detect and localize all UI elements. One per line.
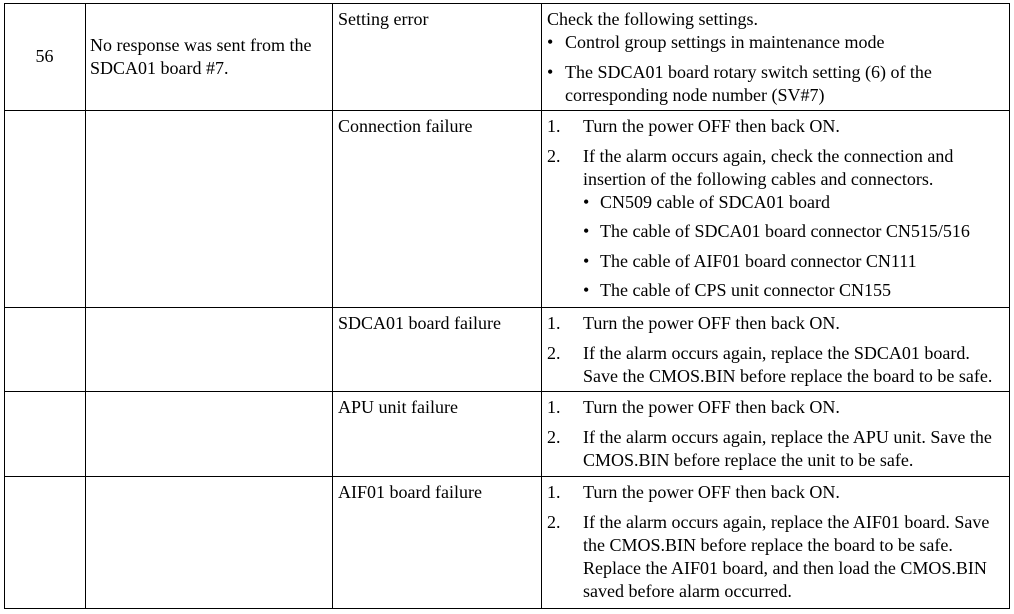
cable-bullet-text: The cable of CPS unit connector CN155 (600, 280, 891, 300)
remedy-step (547, 312, 1004, 335)
alarm-number: 56 (35, 46, 54, 66)
cause-cell (332, 110, 541, 307)
alarm-description-line: SDCA01 board #7. (90, 57, 229, 78)
step-text-line: If the alarm occurs again, check the connection and (583, 145, 954, 166)
remedy-step (547, 426, 1004, 472)
bullet-text-line: The SDCA01 board rotary switch setting (6) of the (565, 61, 932, 82)
step-text-line: Turn the power OFF then back ON. (583, 396, 840, 417)
alarm-description-line: No response was sent from the (90, 34, 312, 55)
alarm-description-cell (85, 3, 332, 110)
step-text-line: If the alarm occurs again, replace the SDCA01 board. (583, 342, 970, 363)
remedy-intro: Check the following settings. (547, 8, 758, 29)
bullet-item (547, 31, 1004, 54)
step-number: 2. (547, 511, 561, 532)
cause-cell (332, 476, 541, 608)
cable-bullet-item (583, 279, 1004, 302)
remedy-cell (541, 3, 1010, 110)
remedy-step (547, 396, 1004, 419)
remedy-cell (541, 110, 1010, 307)
step-text (583, 481, 1004, 504)
step-text (583, 115, 1004, 138)
cable-bullet-text: The cable of SDCA01 board connector CN515/516 (600, 221, 970, 241)
table-border-bottom (4, 608, 1010, 609)
step-text-line: CMOS.BIN before replace the unit to be safe. (583, 449, 914, 470)
step-text-line: insertion of the following cables and connectors. (583, 168, 934, 189)
cable-bullet-text: The cable of AIF01 board connector CN111 (600, 250, 917, 271)
bullet-marker: • (583, 191, 590, 212)
step-text-line: If the alarm occurs again, replace the AIF01 board. Save (583, 511, 990, 532)
step-text-line: Turn the power OFF then back ON. (583, 312, 840, 333)
step-number: 1. (547, 312, 561, 333)
step-number: 2. (547, 342, 561, 363)
step-number: 2. (547, 145, 561, 166)
remedy-step (547, 511, 1004, 603)
cause-cell (332, 3, 541, 110)
cause-cell (332, 391, 541, 476)
step-text-line: Save the CMOS.BIN before replace the board to be safe. (583, 365, 993, 386)
bullet-marker: • (583, 280, 590, 300)
alarm-number-cell (4, 3, 85, 110)
step-number: 1. (547, 396, 561, 417)
cause-text: SDCA01 board failure (338, 312, 501, 333)
cable-bullet-item (583, 191, 1004, 214)
cause-cell (332, 307, 541, 391)
step-text (583, 511, 1004, 603)
remedy-cell (541, 476, 1010, 608)
step-text (583, 426, 1004, 472)
bullet-marker: • (547, 61, 554, 82)
step-text (583, 396, 1004, 419)
cable-bullet-text: CN509 cable of SDCA01 board (600, 191, 830, 212)
step-text-line: If the alarm occurs again, replace the APU unit. Save the (583, 426, 992, 447)
bullet-marker: • (547, 31, 554, 52)
cause-text: Setting error (338, 8, 429, 29)
cause-text: AIF01 board failure (338, 481, 482, 502)
bullet-marker: • (583, 221, 590, 241)
step-text (583, 312, 1004, 335)
step-number: 1. (547, 115, 561, 136)
remedy-step (547, 115, 1004, 138)
step-number: 1. (547, 481, 561, 502)
cable-bullet-item (583, 220, 1004, 243)
step-text (583, 145, 1004, 303)
bullet-item (547, 61, 1004, 107)
bullet-text (565, 61, 932, 107)
bullet-text-line: Control group settings in maintenance mode (565, 31, 885, 52)
step-text-line: the CMOS.BIN before replace the board to be safe. (583, 534, 953, 555)
step-text-line: saved before alarm occurred. (583, 580, 792, 601)
step-text (583, 342, 1004, 388)
cause-text: Connection failure (338, 115, 473, 136)
cable-bullet-item (583, 250, 1004, 273)
remedy-step (547, 145, 1004, 303)
bullet-text (565, 31, 884, 54)
remedy-step (547, 342, 1004, 388)
step-number: 2. (547, 426, 561, 447)
bullet-text-line: corresponding node number (SV#7) (565, 84, 825, 105)
remedy-step (547, 481, 1004, 504)
step-text-line: Turn the power OFF then back ON. (583, 115, 840, 136)
cause-text: APU unit failure (338, 396, 458, 417)
step-text-line: Replace the AIF01 board, and then load the CMOS.BIN (583, 557, 987, 578)
bullet-marker: • (583, 250, 590, 271)
step-text-line: Turn the power OFF then back ON. (583, 481, 840, 502)
remedy-cell (541, 391, 1010, 476)
remedy-cell (541, 307, 1010, 391)
